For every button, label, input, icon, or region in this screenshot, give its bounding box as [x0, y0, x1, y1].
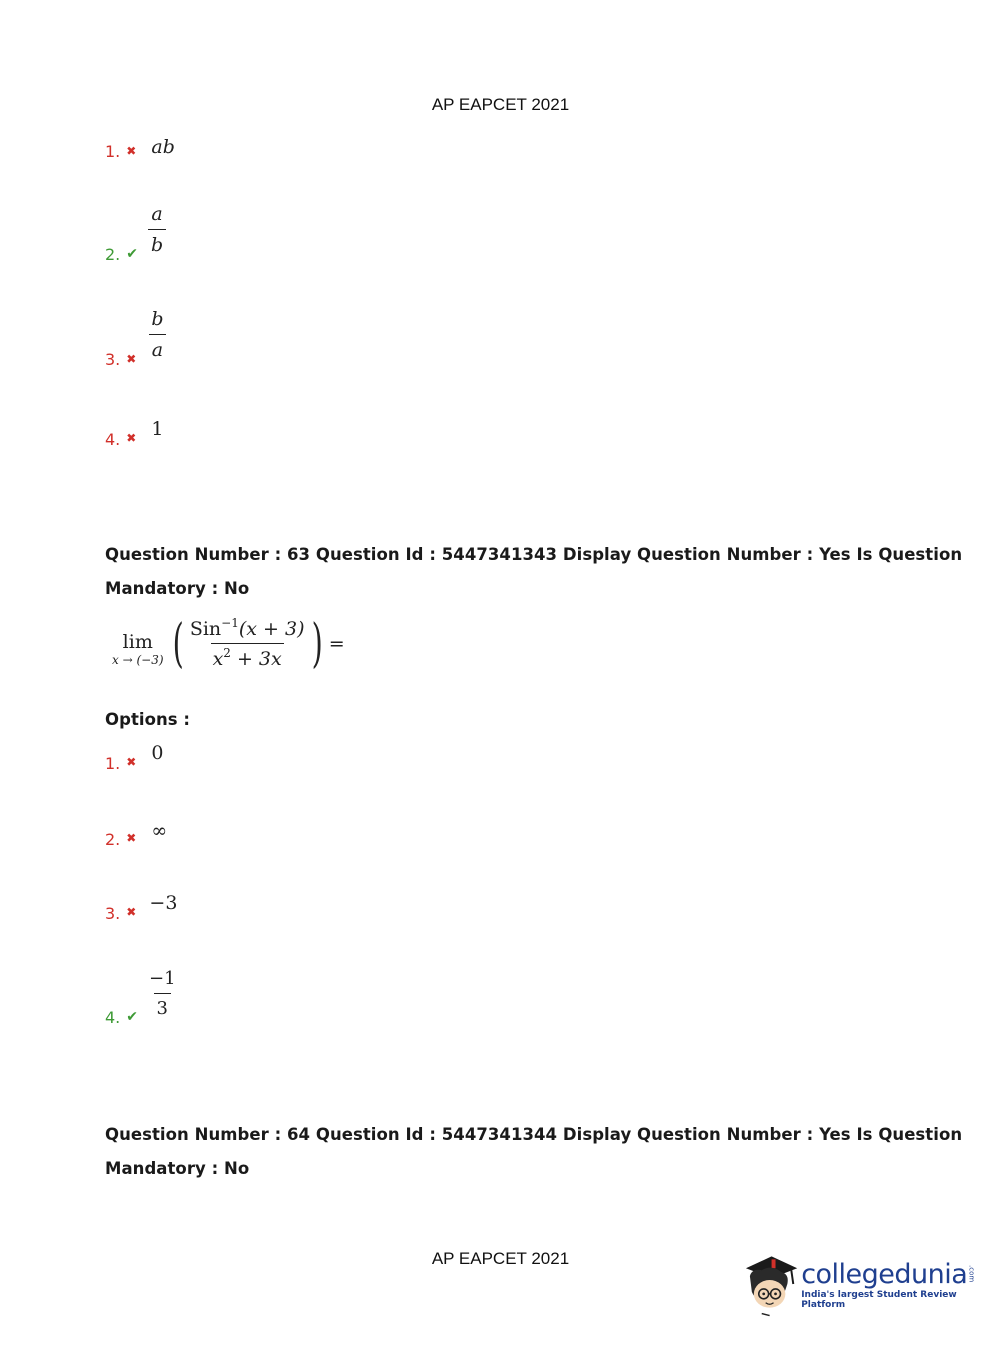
left-paren: ( — [172, 614, 184, 674]
q63-option-3 — [105, 892, 177, 923]
option-number: 1. — [105, 142, 121, 161]
limit-fraction — [188, 618, 307, 670]
logo-text-block — [801, 1259, 1001, 1310]
lim-subscript: x → (−3) — [112, 653, 164, 667]
wrong-icon: ✖ — [126, 144, 137, 158]
fraction-denominator: b — [148, 229, 166, 256]
question-63-header-line1: Question Number : 63 Question Id : 5447341343 Display Question Number : Yes Is Question — [105, 545, 963, 564]
options-label: Options : — [105, 710, 191, 729]
question-63-header-line2: Mandatory : No — [105, 579, 250, 598]
mascot-icon — [742, 1250, 799, 1318]
fraction-denominator: 3 — [154, 993, 171, 1019]
wrong-icon: ✖ — [126, 831, 137, 845]
prev-option-1 — [105, 136, 175, 161]
q63-option-2 — [105, 820, 167, 849]
wrong-icon: ✖ — [126, 431, 137, 445]
denominator-base: x — [212, 648, 224, 670]
question-63-formula — [112, 614, 345, 674]
equals-sign: = — [328, 633, 345, 655]
option-number: 4. — [105, 430, 121, 449]
option-number: 4. — [105, 1008, 121, 1027]
limit-operator — [112, 620, 164, 668]
check-icon: ✔ — [126, 1009, 138, 1025]
fraction-numerator: a — [151, 203, 163, 225]
fraction-denominator — [211, 643, 284, 670]
logo-tagline: India's largest Student Review Platform — [801, 1289, 957, 1310]
page-footer: AP EAPCET 2021 — [431, 1249, 570, 1268]
fraction-numerator: b — [151, 308, 164, 330]
option-number: 1. — [105, 754, 121, 773]
collegedunia-logo — [742, 1250, 1001, 1318]
fraction-numerator: −1 — [149, 968, 176, 989]
check-icon: ✔ — [126, 246, 138, 262]
option-number: 2. — [105, 830, 121, 849]
q63-option-4 — [105, 968, 179, 1027]
question-64-header-line2: Mandatory : No — [105, 1159, 250, 1178]
prev-option-4 — [105, 418, 164, 449]
option-fraction — [146, 968, 179, 1019]
question-64-header-line1: Question Number : 64 Question Id : 5447341344 Display Question Number : Yes Is Question — [105, 1125, 963, 1144]
prev-option-3 — [105, 308, 167, 369]
wrong-icon: ✖ — [126, 755, 137, 769]
option-value: −3 — [149, 892, 178, 914]
fraction-numerator — [188, 618, 307, 643]
right-paren: ) — [311, 614, 323, 674]
inverse-superscript: −1 — [221, 616, 239, 630]
sin-function: Sin — [189, 618, 222, 640]
wrong-icon: ✖ — [126, 352, 137, 366]
logo-name: collegedunia — [801, 1258, 968, 1290]
denominator-rest: + 3x — [236, 648, 282, 670]
denominator-exponent: 2 — [223, 646, 231, 660]
lim-text: lim — [122, 631, 153, 653]
wrong-icon: ✖ — [126, 905, 137, 919]
option-value: ∞ — [151, 820, 168, 842]
option-value: 0 — [151, 742, 164, 764]
option-number: 3. — [105, 350, 121, 369]
sin-argument: (x + 3) — [238, 618, 305, 640]
fraction-denominator: a — [149, 334, 166, 361]
option-value: 1 — [151, 418, 164, 440]
option-value: ab — [151, 136, 175, 158]
option-fraction — [148, 203, 166, 256]
q63-option-1 — [105, 742, 164, 773]
option-number: 2. — [105, 245, 121, 264]
option-number: 3. — [105, 904, 121, 923]
logo-suffix: .com — [967, 1265, 976, 1283]
option-fraction — [148, 308, 166, 361]
page-header: AP EAPCET 2021 — [431, 95, 570, 114]
prev-option-2 — [105, 203, 166, 264]
